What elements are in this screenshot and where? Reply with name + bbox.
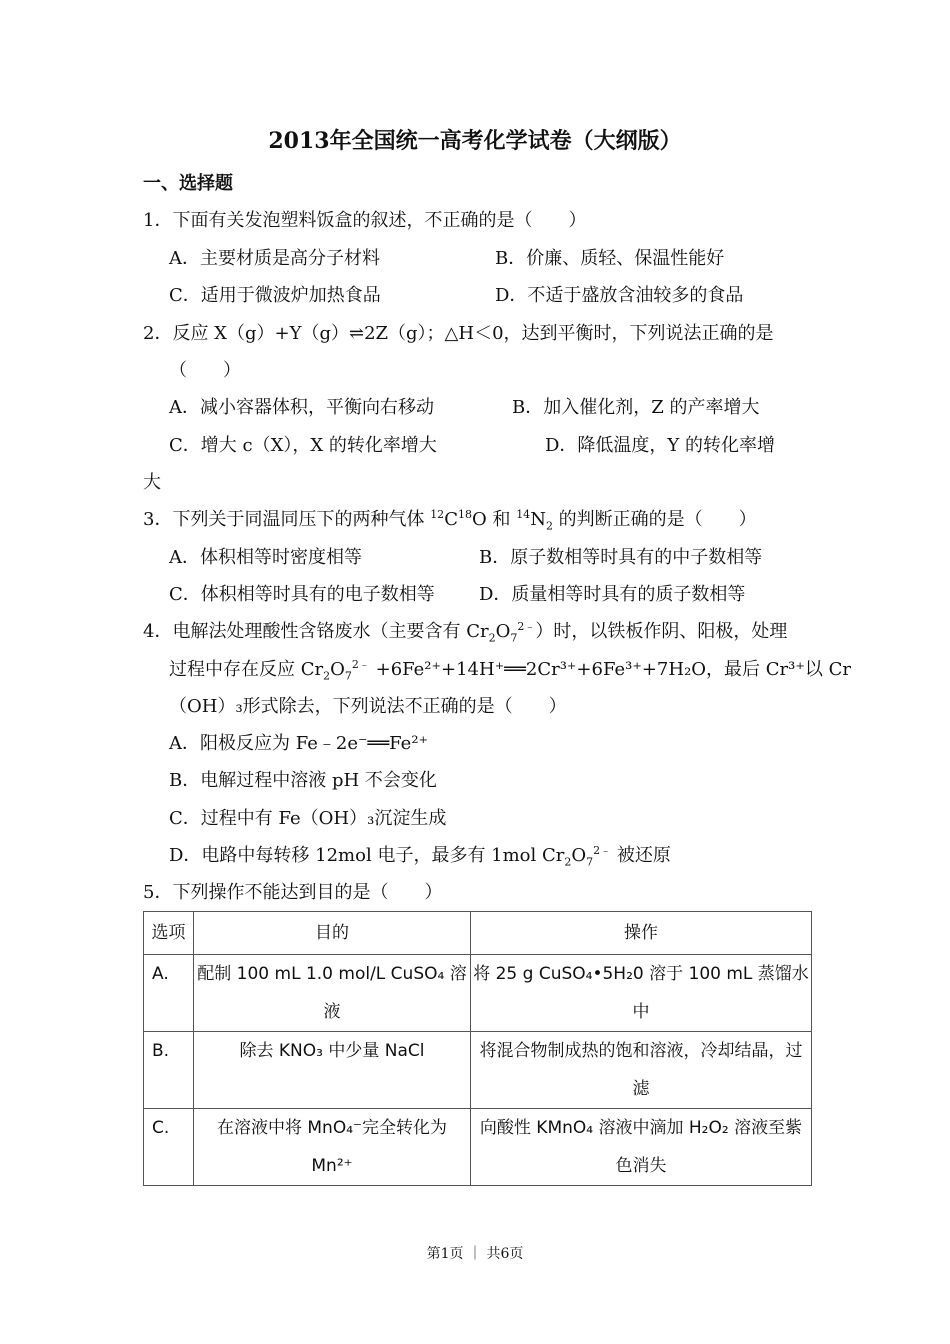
operations-table <box>143 911 812 1186</box>
question-5-stem: 5．下列操作不能达到目的是（ ） <box>143 882 443 903</box>
option-a: A．阳极反应为 Fe﹣2e⁻══Fe²⁺ <box>169 733 429 754</box>
question-stem: 2．反应 X（g）+Y（g）⇌2Z（g）；△H＜0，达到平衡时，下列说法正确的是 <box>143 323 774 344</box>
header-purpose: 目的 <box>194 912 471 955</box>
option-d: D．质量相等时具有的质子数相等 <box>479 584 746 605</box>
header-operation: 操作 <box>471 912 812 955</box>
o-mass-number: 18 <box>457 508 472 521</box>
option-b: B．电解过程中溶液 pH 不会变化 <box>169 770 437 791</box>
header-option: 选项 <box>144 912 194 955</box>
cell-operation: 将混合物制成热的饱和溶液，冷却结晶，过滤 <box>471 1032 812 1109</box>
option-b: B．价廉、质轻、保温性能好 <box>495 248 725 269</box>
option-c: C．体积相等时具有的电子数相等 <box>169 584 435 605</box>
table-row <box>144 1109 812 1186</box>
answer-paren: （ ） <box>169 360 241 381</box>
cell-option: A. <box>144 955 194 1032</box>
option-c: C．增大 c（X），X 的转化率增大 <box>169 435 437 456</box>
table-row <box>144 1032 812 1109</box>
option-b: B．加入催化剂，Z 的产率增大 <box>512 397 760 418</box>
option-c: C．过程中有 Fe（OH）₃沉淀生成 <box>169 808 447 829</box>
option-a: A．主要材质是高分子材料 <box>169 248 380 269</box>
cell-option: B. <box>144 1032 194 1109</box>
question-stem-line-2: 过程中存在反应 $Cr_2O_7^{2﹣}$ +6Fe²⁺+14H⁺══2Cr³⁺+6Fe³⁺+7H₂O，最后 Cr³⁺以 Cr <box>169 658 851 683</box>
cell-purpose: 配制 100 mL 1.0 mol/L CuSO₄ 溶液 <box>194 955 471 1032</box>
cell-purpose: 在溶液中将 MnO₄⁻完全转化为 Mn²⁺ <box>194 1109 471 1186</box>
option-a: A．减小容器体积，平衡向右移动 <box>169 397 434 418</box>
page-title: 2013年全国统一高考化学试卷（大纲版） <box>268 128 682 154</box>
c-mass-number: 12 <box>430 508 445 521</box>
question-stem-line-3: （OH）₃形式除去，下列说法不正确的是（ ） <box>169 696 567 717</box>
n-mass-number: 14 <box>516 508 531 521</box>
question-stem: 1．下面有关发泡塑料饭盒的叙述，不正确的是（ ） <box>143 210 587 231</box>
section-heading: 一、选择题 <box>143 173 233 194</box>
option-d-wrap: 大 <box>143 472 161 493</box>
cell-option: C. <box>144 1109 194 1186</box>
option-b: B．原子数相等时具有的中子数相等 <box>479 547 763 568</box>
option-d: D．不适于盛放含油较多的食品 <box>495 285 744 306</box>
cell-purpose: 除去 KNO₃ 中少量 NaCl <box>194 1032 471 1109</box>
option-a: A．体积相等时密度相等 <box>169 547 362 568</box>
page-footer: 第1页 ｜ 共6页 <box>426 1246 524 1262</box>
table-header-row <box>144 912 812 955</box>
option-d: D．降低温度，Y 的转化率增 <box>545 435 776 456</box>
question-stem: 3．下列关于同温同压下的两种气体 $^{12}C^{18}O$ 和 $^{14}N_2$ 的判断正确的是（ ） <box>143 508 757 533</box>
option-c: C．适用于微波炉加热食品 <box>169 285 381 306</box>
question-stem-line-1: 4．电解法处理酸性含铬废水（主要含有 $Cr_2O_7^{2﹣}$）时，以铁板作阴、阳极，处理 <box>143 620 788 645</box>
cell-operation: 将 25 g CuSO₄•5H₂0 溶于 100 mL 蒸馏水中 <box>471 955 812 1032</box>
cell-operation: 向酸性 KMnO₄ 溶液中滴加 H₂O₂ 溶液至紫色消失 <box>471 1109 812 1186</box>
table-row <box>144 955 812 1032</box>
option-d: D．电路中每转移 12mol 电子，最多有 1mol $Cr_2O_7^{2﹣}$ 被还原 <box>169 844 671 869</box>
